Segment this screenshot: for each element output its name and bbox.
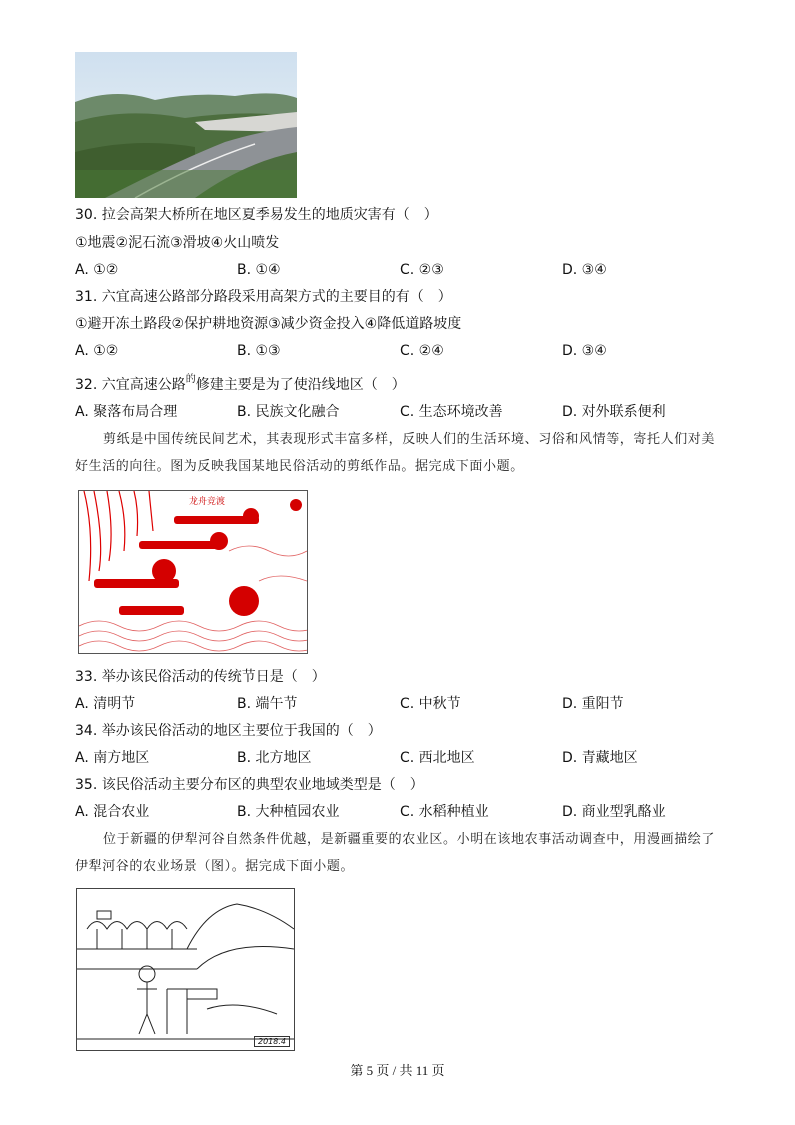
question-33-option-c[interactable]: C. 中秋节 bbox=[400, 696, 461, 712]
question-32-stem bbox=[75, 376, 406, 396]
dragon-boat-papercut bbox=[78, 490, 308, 654]
yili-valley-passage: 位于新疆的伊犁河谷自然条件优越，是新疆重要的农业区。小明在该地农事活动调查中，用漫画描绘了伊犁河谷的农业场景（图）。据完成下面小题。 bbox=[75, 832, 716, 874]
yili-valley-cartoon bbox=[76, 888, 295, 1051]
question-30-option-b[interactable]: B. ①④ bbox=[237, 262, 281, 278]
question-30-stem: 30. 拉会高架大桥所在地区夏季易发生的地质灾害有（ ） bbox=[75, 207, 438, 223]
question-30-statements: ①地震②泥石流③滑坡④火山喷发 bbox=[75, 235, 280, 251]
question-35-option-c[interactable]: C. 水稻种植业 bbox=[400, 804, 489, 820]
question-30-option-c[interactable]: C. ②③ bbox=[400, 262, 444, 278]
question-32-option-c[interactable]: C. 生态环境改善 bbox=[400, 404, 503, 420]
papercut-passage: 剪纸是中国传统民间艺术，其表现形式丰富多样，反映人们的生活环境、习俗和风情等，寄托人们对美好生活的向往。图为反映我国某地民俗活动的剪纸作品。据完成下面小题。 bbox=[75, 432, 716, 474]
question-31-option-a[interactable]: A. ①② bbox=[75, 343, 119, 359]
highway-bridge-photo bbox=[75, 52, 297, 198]
question-30-option-d[interactable]: D. ③④ bbox=[562, 262, 607, 278]
question-32-stem-superscript: 的 bbox=[185, 374, 196, 385]
question-31-statements: ①避开冻土路段②保护耕地资源③减少资金投入④降低道路坡度 bbox=[75, 316, 462, 332]
question-35-option-b[interactable]: B. 大种植园农业 bbox=[237, 804, 340, 820]
page-footer: 第 5 页 / 共 11 页 bbox=[350, 1063, 445, 1078]
cartoon-drawing bbox=[77, 889, 294, 1050]
question-35-option-a[interactable]: A. 混合农业 bbox=[75, 804, 150, 820]
question-34-option-a[interactable]: A. 南方地区 bbox=[75, 750, 150, 766]
question-31-option-d[interactable]: D. ③④ bbox=[562, 343, 607, 359]
question-35-stem: 35. 该民俗活动主要分布区的典型农业地域类型是（ ） bbox=[75, 777, 424, 793]
question-34-option-d[interactable]: D. 青藏地区 bbox=[562, 750, 638, 766]
question-33-option-a[interactable]: A. 清明节 bbox=[75, 696, 136, 712]
question-32-stem-part2: 修建主要是为了使沿线地区（ ） bbox=[195, 377, 406, 393]
papercut-title: 龙舟竞渡 bbox=[189, 497, 226, 507]
question-33-stem: 33. 举办该民俗活动的传统节日是（ ） bbox=[75, 669, 326, 685]
question-32-stem-part1: 32. 六宜高速公路 bbox=[75, 377, 186, 393]
question-30-option-a[interactable]: A. ①② bbox=[75, 262, 119, 278]
papercut-drawing bbox=[79, 491, 307, 653]
question-31-stem: 31. 六宜高速公路部分路段采用高架方式的主要目的有（ ） bbox=[75, 289, 452, 305]
question-35-option-d[interactable]: D. 商业型乳酪业 bbox=[562, 804, 666, 820]
question-33-option-d[interactable]: D. 重阳节 bbox=[562, 696, 624, 712]
question-34-stem: 34. 举办该民俗活动的地区主要位于我国的（ ） bbox=[75, 723, 382, 739]
question-33-option-b[interactable]: B. 端午节 bbox=[237, 696, 298, 712]
question-34-option-b[interactable]: B. 北方地区 bbox=[237, 750, 312, 766]
question-32-option-a[interactable]: A. 聚落布局合理 bbox=[75, 404, 178, 420]
question-32-option-d[interactable]: D. 对外联系便利 bbox=[562, 404, 666, 420]
question-34-option-c[interactable]: C. 西北地区 bbox=[400, 750, 475, 766]
question-31-option-b[interactable]: B. ①③ bbox=[237, 343, 281, 359]
question-32-option-b[interactable]: B. 民族文化融合 bbox=[237, 404, 340, 420]
cartoon-date: 2018.4 bbox=[254, 1036, 290, 1047]
question-31-option-c[interactable]: C. ②④ bbox=[400, 343, 444, 359]
